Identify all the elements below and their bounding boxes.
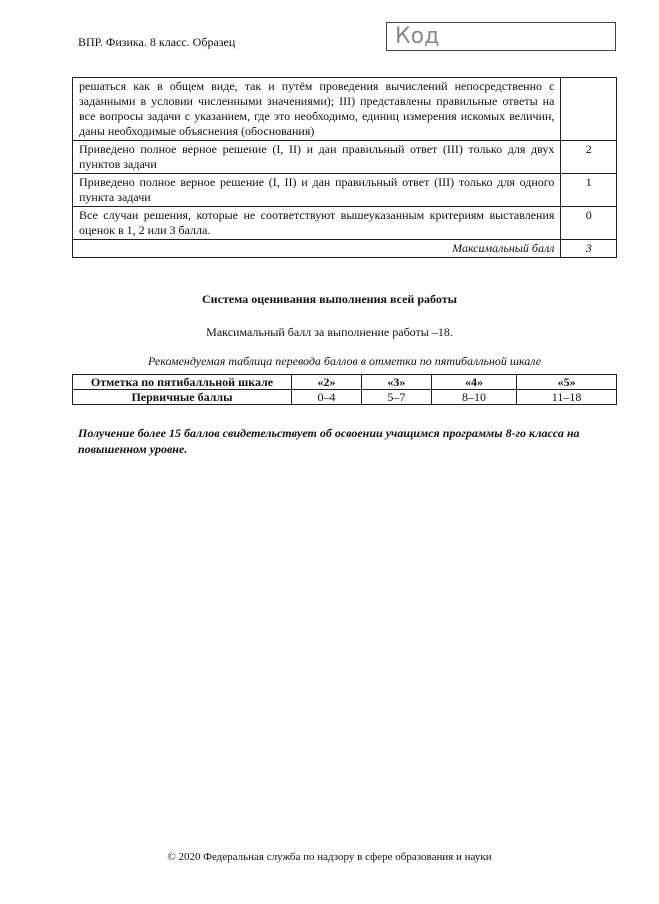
criteria-text: Приведено полное верное решение (I, II) и дан правильный ответ (III) только для двух пунктов задачи: [73, 141, 561, 174]
grade-cell: «3»: [361, 375, 431, 390]
criteria-row: [73, 78, 617, 141]
grade-row-label: Первичные баллы: [73, 390, 292, 405]
range-cell: 5–7: [361, 390, 431, 405]
footer-copyright: © 2020 Федеральная служба по надзору в сфере образования и науки: [167, 851, 492, 863]
code-field[interactable]: [386, 22, 616, 51]
criteria-score: 2: [561, 141, 617, 174]
max-total-text: Максимальный балл за выполнение работы –18.: [206, 325, 453, 339]
criteria-score: 0: [561, 207, 617, 240]
criteria-score: [561, 78, 617, 141]
criteria-row: [73, 207, 617, 240]
range-cell: 11–18: [517, 390, 617, 405]
grade-range-row: [73, 390, 617, 405]
max-score-row: [73, 240, 617, 258]
max-score-label: Максимальный балл: [73, 240, 561, 258]
grade-cell: «4»: [431, 375, 516, 390]
code-label: Код: [395, 24, 440, 49]
range-cell: 0–4: [292, 390, 362, 405]
criteria-text: Приведено полное верное решение (I, II) и дан правильный ответ (III) только для одного пункта задачи: [73, 174, 561, 207]
grade-cell: «5»: [517, 375, 617, 390]
document-header: ВПР. Физика. 8 класс. Образец: [78, 35, 236, 49]
criteria-row: [73, 141, 617, 174]
criteria-score: 1: [561, 174, 617, 207]
section-title: Система оценивания выполнения всей работы: [202, 292, 457, 306]
criteria-row: [73, 174, 617, 207]
grade-header-label: Отметка по пятибалльной шкале: [73, 375, 292, 390]
criteria-table: [72, 77, 617, 258]
note-text: Получение более 15 баллов свидетельствует об освоении учащимся программы 8-го класса на повышенном уровне.: [78, 426, 580, 456]
grade-cell: «2»: [292, 375, 362, 390]
criteria-text: Все случаи решения, которые не соответствуют вышеуказанным критериям выставления оценок в 1, 2 или 3 балла.: [73, 207, 561, 240]
grade-header-row: [73, 375, 617, 390]
range-cell: 8–10: [431, 390, 516, 405]
criteria-text: решаться как в общем виде, так и путём проведения вычислений непосредственно с заданными в условии численными значениями); III) представлены правильные ответы на все вопросы задачи с указанием, где это необходимо, единиц измерения искомых величин, даны необходимые объяснения (обоснования): [73, 78, 561, 141]
recommend-title: Рекомендуемая таблица перевода баллов в отметки по пятибалльной шкале: [148, 354, 542, 368]
grade-conversion-table: [72, 374, 617, 405]
max-score-value: 3: [561, 240, 617, 258]
